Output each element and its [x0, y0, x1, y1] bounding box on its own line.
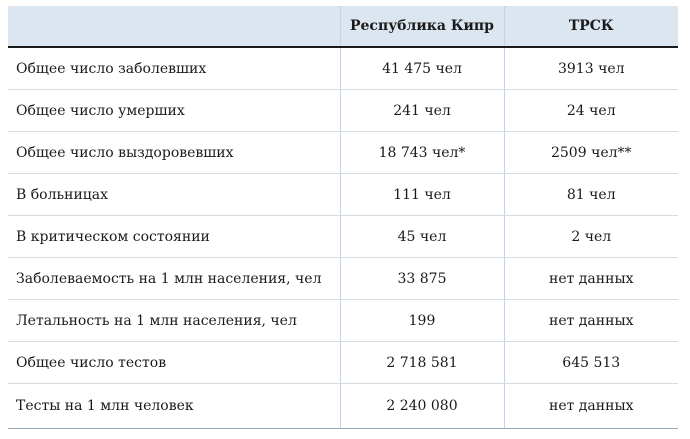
row-label: Летальность на 1 млн населения, чел: [8, 300, 340, 342]
cyprus-value: 241 чел: [340, 90, 504, 132]
cyprus-value: 18 743 чел*: [340, 132, 504, 174]
row-label: Общее число умерших: [8, 90, 340, 132]
cyprus-value: 45 чел: [340, 216, 504, 258]
table-row: [8, 174, 678, 216]
row-label: В больницах: [8, 174, 340, 216]
table-row: [8, 300, 678, 342]
table-row: [8, 90, 678, 132]
trnc-value: нет данных: [504, 300, 678, 342]
cyprus-value: 41 475 чел: [340, 47, 504, 90]
table-row: [8, 132, 678, 174]
cyprus-value: 199: [340, 300, 504, 342]
trnc-value: 2 чел: [504, 216, 678, 258]
header-cyprus: Республика Кипр: [340, 6, 504, 47]
trnc-value: 645 513: [504, 342, 678, 384]
row-label: Заболеваемость на 1 млн населения, чел: [8, 258, 340, 300]
cyprus-value: 2 240 080: [340, 384, 504, 429]
trnc-value: 2509 чел**: [504, 132, 678, 174]
header-trnc: ТРСК: [504, 6, 678, 47]
row-label: Общее число тестов: [8, 342, 340, 384]
table-row: [8, 258, 678, 300]
trnc-value: нет данных: [504, 384, 678, 429]
cyprus-value: 33 875: [340, 258, 504, 300]
trnc-value: 3913 чел: [504, 47, 678, 90]
cyprus-value: 111 чел: [340, 174, 504, 216]
trnc-value: 81 чел: [504, 174, 678, 216]
row-label: Тесты на 1 млн человек: [8, 384, 340, 429]
table-row: [8, 384, 678, 429]
covid-stats-table: [8, 6, 678, 429]
row-label: В критическом состоянии: [8, 216, 340, 258]
trnc-value: 24 чел: [504, 90, 678, 132]
cyprus-value: 2 718 581: [340, 342, 504, 384]
header-row: [8, 6, 678, 47]
row-label: Общее число выздоровевших: [8, 132, 340, 174]
table-row: [8, 216, 678, 258]
table-row: [8, 342, 678, 384]
row-label: Общее число заболевших: [8, 47, 340, 90]
header-cell-empty: [8, 6, 340, 47]
table-row: [8, 47, 678, 90]
trnc-value: нет данных: [504, 258, 678, 300]
